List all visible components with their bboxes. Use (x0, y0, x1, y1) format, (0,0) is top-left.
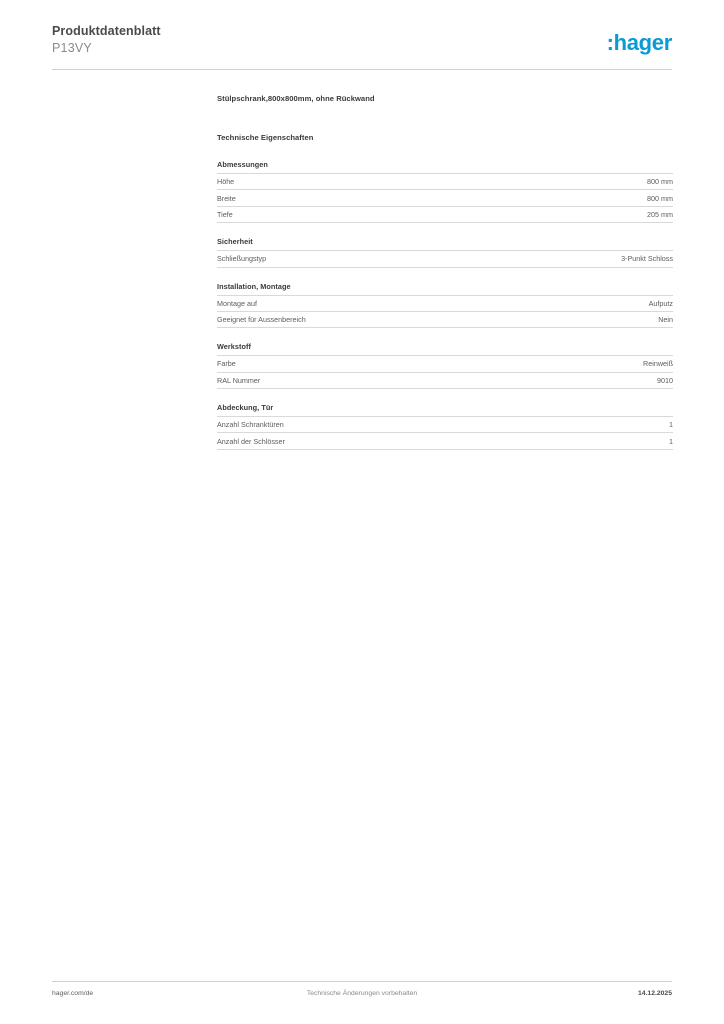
property-label: Farbe (217, 359, 236, 369)
property-group-title: Installation, Montage (217, 281, 291, 291)
property-group-title: Werkstoff (217, 342, 251, 352)
property-row (217, 189, 673, 205)
footer-divider (52, 981, 672, 982)
property-label: Geeignet für Aussenbereich (217, 315, 306, 325)
product-name: Stülpschrank,800x800mm, ohne Rückwand (217, 94, 375, 103)
datasheet-content (217, 94, 673, 464)
property-group (217, 160, 673, 223)
property-row (217, 250, 673, 267)
footer-date: 14.12.2025 (637, 990, 672, 997)
property-row (217, 355, 673, 371)
property-value: 205 mm (647, 209, 673, 219)
property-row (217, 311, 673, 328)
footer-disclaimer: Technische Änderungen vorbehalten (306, 990, 418, 997)
property-row (217, 416, 673, 432)
document-footer (52, 990, 672, 1002)
property-value: Reinweiß (643, 359, 673, 369)
page-title: Produktdatenblatt (52, 24, 161, 38)
property-label: RAL Nummer (217, 375, 261, 385)
property-group-title: Sicherheit (217, 237, 253, 247)
property-label: Schließungstyp (217, 254, 267, 264)
property-label: Montage auf (217, 298, 257, 308)
property-label: Breite (217, 193, 236, 203)
property-value: 1 (669, 420, 673, 430)
hager-logo: :hager (606, 30, 672, 55)
product-reference: P13VY (52, 41, 92, 55)
property-value: 800 mm (647, 193, 673, 203)
property-value: Aufputz (648, 298, 673, 308)
footer-website[interactable]: hager.com/de (52, 990, 94, 997)
property-group (217, 282, 673, 329)
property-groups (217, 160, 673, 450)
property-value: Nein (658, 315, 673, 325)
property-row (217, 372, 673, 389)
property-label: Höhe (217, 177, 235, 187)
property-value: 1 (669, 436, 673, 446)
property-group-title: Abmessungen (217, 160, 268, 169)
property-row (217, 432, 673, 449)
property-group-title: Abdeckung, Tür (217, 403, 274, 412)
property-row (217, 295, 673, 311)
property-value: 3-Punkt Schloss (621, 254, 673, 264)
property-label: Anzahl Schranktüren (217, 420, 284, 430)
property-group (217, 403, 673, 450)
property-row (217, 206, 673, 223)
property-group (217, 342, 673, 389)
property-value: 800 mm (647, 177, 673, 187)
header-divider (52, 69, 672, 70)
document-header (52, 24, 672, 68)
property-row (217, 173, 673, 189)
property-group (217, 237, 673, 267)
property-label: Anzahl der Schlösser (217, 436, 285, 446)
property-value: 9010 (657, 375, 673, 385)
section-heading: Technische Eigenschaften (217, 133, 314, 142)
property-label: Tiefe (217, 209, 233, 219)
